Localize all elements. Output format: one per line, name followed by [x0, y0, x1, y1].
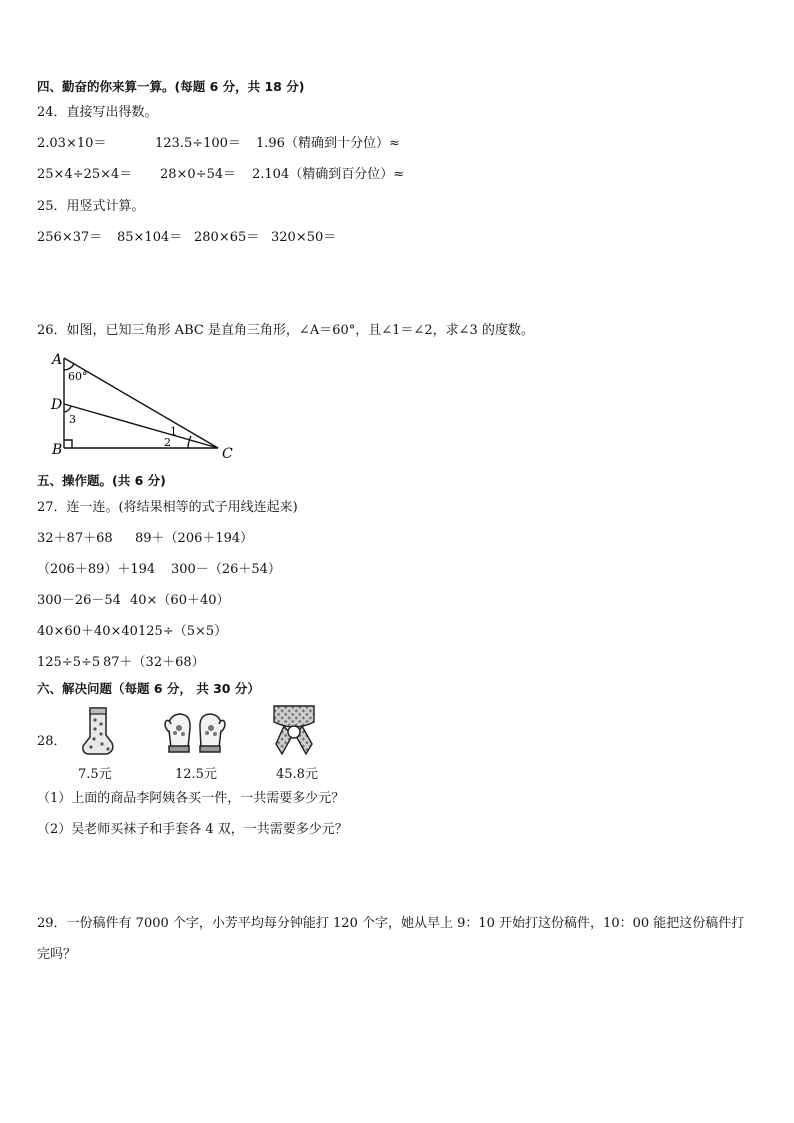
q25-item: 256×37＝ — [37, 230, 103, 245]
q24-item: 2.104（精确到百分位）≈ — [252, 167, 405, 182]
q24-item: 25×4÷25×4＝ — [37, 167, 133, 182]
q27-left: 300－26－54 — [37, 593, 121, 608]
q29-line2: 完吗？ — [37, 947, 77, 962]
price-sock: 7.5元 — [78, 767, 112, 782]
gloves-icon — [163, 708, 227, 756]
right-angle-mark — [64, 440, 72, 448]
label-c: C — [222, 446, 233, 462]
q25-title: 25．用竖式计算。 — [37, 199, 145, 214]
q27-left: （206＋89）＋194 — [37, 562, 156, 577]
label-b: B — [52, 442, 63, 458]
q24-item: 123.5÷100＝ — [155, 136, 241, 151]
triangle-figure — [48, 350, 248, 462]
q24-item: 2.03×10＝ — [37, 136, 107, 151]
q29-line1: 29．一份稿件有 7000 个字，小芳平均每分钟能打 120 个字，她从早上 9：10 开始打这份稿件，10：00 能把这份稿件打 — [37, 916, 745, 931]
q27-right: 87＋（32＋68） — [103, 655, 205, 670]
section4-heading: 四、勤奋的你来算一算。(每题 6 分，共 18 分) — [37, 79, 305, 94]
q24-item: 1.96（精确到十分位）≈ — [256, 136, 400, 151]
label-angle-3: 3 — [69, 413, 76, 426]
scarf-icon — [268, 702, 320, 758]
q27-left: 32＋87＋68 — [37, 531, 113, 546]
angle-c-arc — [188, 436, 191, 448]
section5-heading: 五、操作题。(共 6 分) — [37, 473, 166, 488]
q28-sub1: （1）上面的商品李阿姨各买一件，一共需要多少元？ — [37, 791, 345, 806]
sock-icon — [78, 705, 118, 757]
q26-text: 26．如图，已知三角形 ABC 是直角三角形，∠A＝60°，且∠1＝∠2，求∠3 的度数。 — [37, 323, 534, 338]
segment-dc — [64, 404, 218, 448]
q27-right: 40×（60＋40） — [130, 593, 230, 608]
q27-title: 27．连一连。(将结果相等的式子用线连起来) — [37, 500, 298, 515]
label-angle-1: 1 — [170, 425, 177, 438]
label-d: D — [51, 397, 63, 413]
q25-item: 280×65＝ — [194, 230, 260, 245]
q28-sub2: （2）吴老师买袜子和手套各 4 双，一共需要多少元？ — [37, 822, 348, 837]
section6-heading: 六、解决问题（每题 6 分， 共 30 分） — [37, 681, 260, 696]
label-angle-2: 2 — [164, 436, 171, 449]
q24-title: 24．直接写出得数。 — [37, 105, 158, 120]
q27-right: 300－（26＋54） — [171, 562, 281, 577]
q27-right: 89＋（206＋194） — [135, 531, 254, 546]
q27-right: 125÷（5×5） — [138, 624, 228, 639]
q25-item: 85×104＝ — [117, 230, 183, 245]
q27-left: 125÷5÷5 — [37, 655, 101, 670]
price-gloves: 12.5元 — [175, 767, 217, 782]
price-scarf: 45.8元 — [276, 767, 318, 782]
q27-left: 40×60＋40×40 — [37, 624, 138, 639]
label-a: A — [52, 352, 63, 368]
q28-number: 28． — [37, 734, 67, 749]
label-angle-a: 60° — [68, 370, 88, 383]
angle-d-arc — [64, 406, 71, 412]
q25-item: 320×50＝ — [271, 230, 337, 245]
q24-item: 28×0÷54＝ — [160, 167, 237, 182]
